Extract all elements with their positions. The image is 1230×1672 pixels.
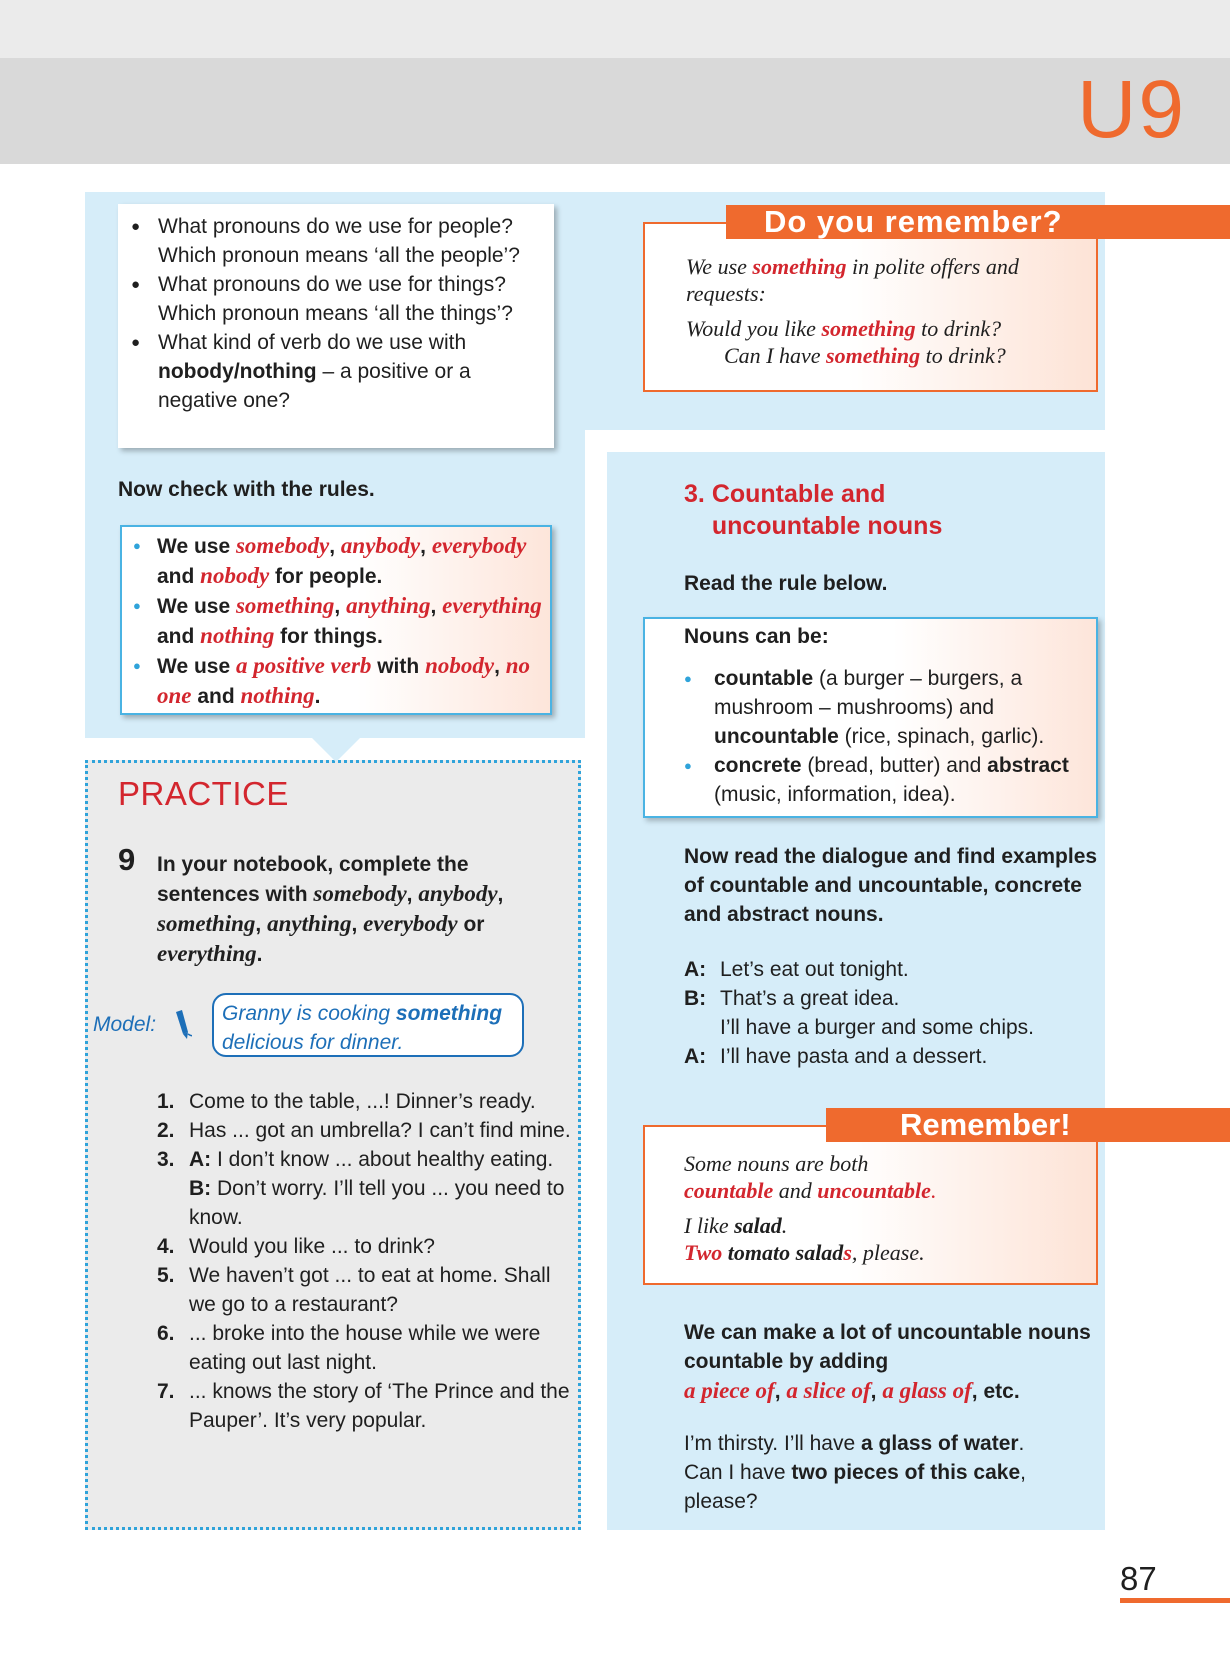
dialogue-line: B: That’s a great idea.: [684, 987, 900, 1010]
question-item: [118, 328, 554, 415]
dialogue-line: A: I’ll have pasta and a dessert.: [684, 1045, 988, 1068]
list-item: 7. ... knows the story of ‘The Prince and the Pauper’. It’s very popular.: [157, 1380, 570, 1432]
question-item: [118, 212, 554, 270]
list-item: 4. Would you like ... to drink?: [157, 1235, 435, 1258]
dialogue-line: I’ll have a burger and some chips.: [720, 1016, 1035, 1039]
list-item: ● countable (a burger – burgers, a mushroom – mushrooms) and uncountable (rice, spinach, garlic).: [684, 664, 1104, 751]
practice-title: PRACTICE: [118, 775, 289, 812]
countable-examples: I’m thirsty. I’ll have a glass of water. Can I have two pieces of this cake, please?: [684, 1432, 1026, 1513]
exercise-number: 9: [118, 842, 136, 877]
unit-label: U9: [1077, 64, 1186, 155]
question-text: What pronouns do we use for people? Which pronoun means ‘all the people’?: [158, 215, 520, 267]
check-rules-heading: Now check with the rules.: [118, 478, 375, 501]
list-item: ● concrete (bread, butter) and abstract (music, information, idea).: [684, 751, 1104, 809]
pencil-icon: [170, 1010, 192, 1040]
question-card: [118, 204, 554, 448]
page-number-rule: [1120, 1598, 1230, 1603]
model-bubble: Granny is cooking something delicious for dinner.: [212, 993, 524, 1057]
question-keyword: nobody/nothing: [158, 360, 317, 383]
rule-item: ● We use a positive verb with nobody, no one and nothing.: [122, 651, 550, 711]
list-item: 5. We haven’t got ... to eat at home. Shall we go to a restaurant?: [157, 1264, 551, 1316]
header-band: [0, 58, 1230, 164]
dialogue-instruction: Now read the dialogue and find examples of countable and uncountable, concrete and abstract nouns.: [684, 845, 1098, 926]
remember-content: Some nouns are both countable and uncountable. I like salad. Two tomato salads, please.: [684, 1151, 937, 1265]
read-rule-instruction: Read the rule below.: [684, 572, 888, 595]
question-text: What pronouns do we use for things? Which pronoun means ‘all the things’?: [158, 273, 513, 325]
sentence-list: [157, 1087, 577, 1435]
question-text: What kind of verb do we use with: [158, 331, 467, 354]
dialogue: [684, 955, 1104, 1071]
page-number: 87: [1120, 1560, 1157, 1597]
list-item: 6. ... broke into the house while we were eating out last night.: [157, 1322, 541, 1374]
list-item: 1. Come to the table, ...! Dinner’s ready.: [157, 1090, 536, 1113]
section-title: 3. Countable and uncountable nouns: [684, 480, 943, 540]
question-item: [118, 270, 554, 328]
rule-item: ● We use somebody, anybody, everybody and nobody for people.: [122, 531, 550, 591]
do-you-remember-content: We use something in polite offers and requests: Would you like something to drink? Can I have something to drink?: [686, 254, 1019, 368]
top-strip: [0, 0, 1230, 58]
nouns-list: [684, 664, 1104, 809]
rule-item: ● We use something, anything, everything and nothing for things.: [122, 591, 550, 651]
list-item: 3. A: I don’t know ... about healthy eating. B: Don’t worry. I’ll tell you ... you need to know.: [157, 1148, 565, 1229]
rules-card: [120, 525, 552, 715]
remember-title: Remember!: [826, 1108, 1230, 1142]
question-text: – a positive or a negative one?: [158, 360, 471, 412]
exercise-instruction: In your notebook, complete the sentences with somebody, anybody, something, anything, everybody or everything.: [157, 853, 504, 966]
countable-rule: We can make a lot of uncountable nouns countable by adding a piece of, a slice of, a glass of, etc.: [684, 1321, 1091, 1403]
nouns-heading: Nouns can be:: [684, 625, 829, 648]
practice-notch: [312, 738, 360, 762]
model-label: Model:: [93, 1013, 157, 1036]
do-you-remember-title: Do you remember?: [726, 205, 1230, 239]
dialogue-line: A: Let’s eat out tonight.: [684, 958, 909, 981]
list-item: 2. Has ... got an umbrella? I can’t find mine.: [157, 1119, 571, 1142]
